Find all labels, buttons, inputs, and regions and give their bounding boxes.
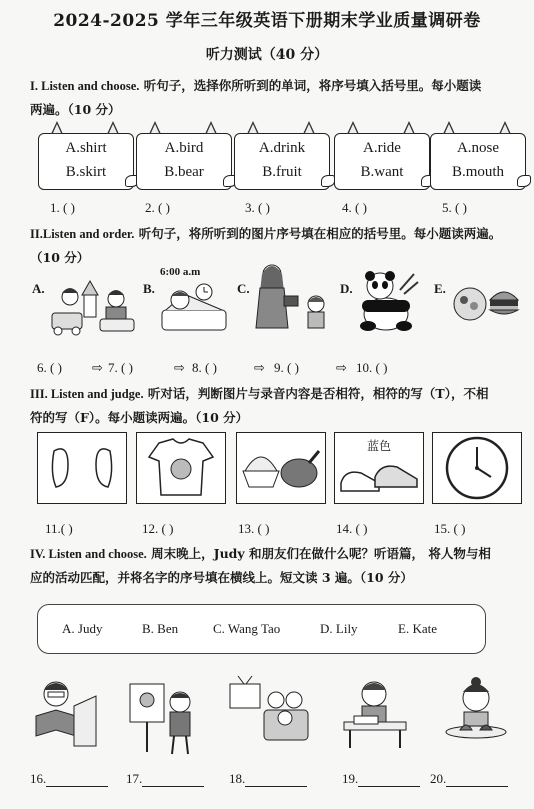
answer-blank-1[interactable]: 1. ( ) xyxy=(50,200,75,215)
name-option-a: A. Judy xyxy=(62,621,103,636)
card-option-a: A.bird xyxy=(164,140,204,156)
picture-label-b: B. xyxy=(143,281,155,296)
section-2-text-2: （10 分） xyxy=(30,250,90,265)
answer-line-18[interactable] xyxy=(229,771,307,787)
order-blank-7[interactable]: 7. ( ) xyxy=(108,360,133,375)
page-subtitle: 听力测试（40 分） xyxy=(205,47,329,63)
answer-line-19[interactable] xyxy=(342,771,420,787)
section-4-heading: IV. Listen and choose. xyxy=(30,547,147,561)
section-3-text-2: 符的写（F）。每小题读两遍。（10 分） xyxy=(30,410,249,425)
answer-line-17[interactable] xyxy=(126,771,204,787)
answer-blank-2[interactable]: 2. ( ) xyxy=(145,200,170,215)
answer-blank-4[interactable]: 4. ( ) xyxy=(342,200,367,215)
name-option-e: E. Kate xyxy=(398,621,437,636)
section-3-heading: III. Listen and judge. xyxy=(30,387,144,401)
arrow-icon: ⇨ xyxy=(92,360,103,375)
section-4-text: 周末晚上，Judy 和朋友们在做什么呢？听语篇， 将人物与相 xyxy=(146,546,491,561)
section-1-instructions xyxy=(30,74,510,122)
arrow-icon: ⇨ xyxy=(254,360,265,375)
clock-picture xyxy=(432,432,522,504)
name-option-c: C. Wang Tao xyxy=(213,621,281,636)
answer-blank-11[interactable]: 11.( ) xyxy=(45,521,73,536)
homework-child-illustration xyxy=(340,676,412,752)
page-title: 2024-2025 学年三年级英语下册期末学业质量调研卷 xyxy=(53,11,481,31)
card-option-b: B.skirt xyxy=(65,164,107,180)
card-option-b: B.bear xyxy=(164,164,204,180)
section-2-text: 听句子，将所听到的图片序号填在相应的括号里。每小题读两遍。 xyxy=(134,226,502,241)
card-option-a: A.shirt xyxy=(65,140,107,156)
ears-icon xyxy=(38,433,126,503)
card-option-b: B.mouth xyxy=(451,164,505,180)
shoes-picture xyxy=(334,432,424,504)
section-1-heading: I. Listen and choose. xyxy=(30,79,140,93)
card-option-b: B.fruit xyxy=(262,164,302,180)
tshirt-picture xyxy=(136,432,226,504)
answer-line-20[interactable] xyxy=(430,771,508,787)
word-card-1 xyxy=(38,133,134,190)
shoes-icon xyxy=(335,453,423,503)
answer-blank-15[interactable]: 15. ( ) xyxy=(434,521,466,536)
section-3-instructions xyxy=(30,382,520,430)
answer-number: 19. xyxy=(342,771,359,786)
answer-blank-12[interactable]: 12. ( ) xyxy=(142,521,174,536)
answer-number: 20. xyxy=(430,771,447,786)
sleeping-child-illustration xyxy=(160,280,230,335)
section-4-text-2: 应的活动匹配，并将名字的序号填在横线上。短文读 3 遍。（10 分） xyxy=(30,570,413,585)
section-1-text: 听句子，选择你所听到的单词，将序号填入括号里。每小题读 xyxy=(139,78,482,93)
fish-icon xyxy=(517,175,531,187)
card-option-b: B.want xyxy=(360,164,404,180)
rice-chicken-icon xyxy=(237,433,325,503)
card-option-a: A.nose xyxy=(456,140,500,156)
name-option-b: B. Ben xyxy=(142,621,179,636)
section-2-heading: II.Listen and order. xyxy=(30,227,135,241)
family-tv-illustration xyxy=(226,674,314,756)
picture-label-a: A. xyxy=(32,281,45,296)
answer-blank-13[interactable]: 13. ( ) xyxy=(238,521,270,536)
answer-number: 16. xyxy=(30,771,47,786)
order-blank-9[interactable]: 9. ( ) xyxy=(274,360,299,375)
word-card-5 xyxy=(430,133,526,190)
name-option-d: D. Lily xyxy=(320,621,358,636)
reading-child-illustration xyxy=(30,676,102,752)
answer-number: 18. xyxy=(229,771,246,786)
rice-chicken-picture xyxy=(236,432,326,504)
fish-icon xyxy=(321,175,335,187)
section-3-text: 听对话，判断图片与录音内容是否相符，相符的写（T），不相 xyxy=(143,386,489,401)
time-label: 6:00 a.m xyxy=(160,266,201,278)
word-card-4 xyxy=(334,133,430,190)
food-plate-illustration xyxy=(450,278,522,328)
section-4-instructions xyxy=(30,542,520,590)
clock-icon xyxy=(433,433,521,503)
word-card-2 xyxy=(136,133,232,190)
picture-label-c: C. xyxy=(237,281,250,296)
eating-child-illustration xyxy=(440,676,512,752)
color-label: 蓝色 xyxy=(366,439,391,453)
tshirt-icon xyxy=(137,433,225,503)
picture-label-e: E. xyxy=(434,281,446,296)
picture-label-d: D. xyxy=(340,281,353,296)
woman-and-boy-illustration xyxy=(250,262,336,334)
name-options-box xyxy=(37,604,486,654)
order-blank-8[interactable]: 8. ( ) xyxy=(192,360,217,375)
answer-line-16[interactable] xyxy=(30,771,108,787)
painting-child-illustration xyxy=(128,680,198,756)
word-card-3 xyxy=(234,133,330,190)
order-blank-6[interactable]: 6. ( ) xyxy=(37,360,62,375)
kids-toys-illustration xyxy=(44,275,140,335)
ears-picture xyxy=(37,432,127,504)
answer-blank-14[interactable]: 14. ( ) xyxy=(336,521,368,536)
answer-number: 17. xyxy=(126,771,143,786)
arrow-icon: ⇨ xyxy=(174,360,185,375)
arrow-icon: ⇨ xyxy=(336,360,347,375)
order-blank-10[interactable]: 10. ( ) xyxy=(356,360,388,375)
panda-illustration xyxy=(350,270,422,332)
card-option-a: A.ride xyxy=(363,140,401,156)
answer-blank-5[interactable]: 5. ( ) xyxy=(442,200,467,215)
answer-blank-3[interactable]: 3. ( ) xyxy=(245,200,270,215)
card-option-a: A.drink xyxy=(258,140,306,156)
section-1-text-2: 两遍。（10 分） xyxy=(30,102,121,117)
